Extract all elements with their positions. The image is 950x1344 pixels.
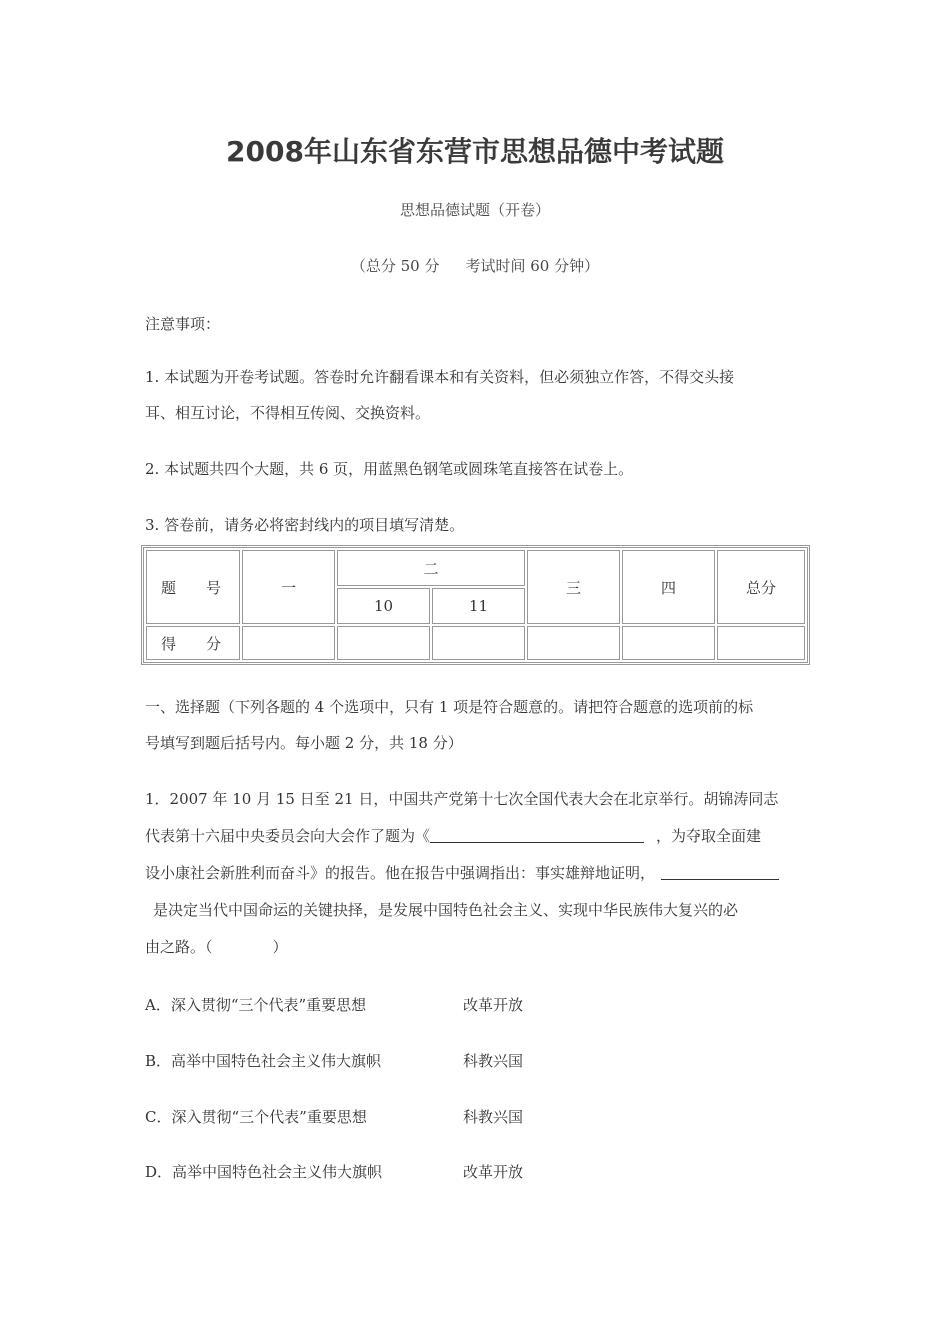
row-label-question-number: 题 号 [146, 550, 240, 624]
option-a-label: A．深入贯彻“三个代表”重要思想 [145, 996, 367, 1014]
score-cell-total[interactable] [717, 626, 805, 660]
option-c [145, 1106, 523, 1127]
page-title: 2008年山东省东营市思想品德中考试题 [226, 135, 724, 168]
q1-line-3-text: 设小康社会新胜利而奋斗》的报告。他在报告中强调指出：事实雄辩地证明， [145, 864, 656, 882]
score-cell-four[interactable] [622, 626, 715, 660]
exam-time: 考试时间 60 分钟） [465, 257, 600, 275]
score-cell-one[interactable] [242, 626, 335, 660]
col-two-sub-11: 11 [432, 588, 525, 624]
q1-line-2-end: ，为夺取全面建 [656, 827, 762, 845]
notice-item-3: 3. 答卷前，请务必将密封线内的项目填写清楚。 [145, 516, 465, 534]
score-cell-10[interactable] [337, 626, 430, 660]
option-b-answer: 科教兴国 [463, 1052, 524, 1070]
q1-line-5: 由之路。（ ） [145, 938, 288, 956]
score-cell-three[interactable] [527, 626, 620, 660]
col-four: 四 [622, 550, 715, 624]
option-d [145, 1161, 523, 1182]
q1-line-4: 是决定当代中国命运的关键抉择，是发展中国特色社会主义、实现中华民族伟大复兴的必 [153, 901, 739, 919]
q1-line-2-start: 代表第十六届中央委员会向大会作了题为《 [145, 827, 431, 845]
option-a-answer: 改革开放 [463, 996, 524, 1014]
col-three: 三 [527, 550, 620, 624]
notice-item-1-line-1: 1. 本试题为开卷考试题。答卷时允许翻看课本和有关资料，但必须独立作答，不得交头接 [145, 368, 735, 386]
option-b-label: B．高举中国特色社会主义伟大旗帜 [145, 1052, 382, 1070]
total-score: （总分 50 分 [350, 257, 440, 275]
q1-line-2 [145, 818, 817, 854]
option-d-answer: 改革开放 [463, 1163, 524, 1181]
option-c-answer: 科教兴国 [463, 1108, 524, 1126]
section-1-line-2: 号填写到题后括号内。每小题 2 分，共 18 分） [145, 734, 463, 752]
notice-item-2: 2. 本试题共四个大题，共 6 页，用蓝黑色钢笔或圆珠笔直接答在试卷上。 [145, 460, 634, 478]
col-two-sub-10: 10 [337, 588, 430, 624]
option-c-label: C．深入贯彻“三个代表”重要思想 [145, 1108, 367, 1126]
section-1-line-1: 一、选择题（下列各题的 4 个选项中，只有 1 项是符合题意的。请把符合题意的选项前的标 [145, 698, 754, 716]
answer-blank-2[interactable] [661, 861, 779, 880]
row-label-score: 得 分 [146, 626, 240, 660]
option-b [145, 1050, 523, 1071]
score-cell-11[interactable] [432, 626, 525, 660]
col-one: 一 [242, 550, 335, 624]
subtitle: 思想品德试题（开卷） [399, 201, 550, 219]
option-d-label: D．高举中国特色社会主义伟大旗帜 [145, 1163, 383, 1181]
col-total: 总分 [717, 550, 805, 624]
notice-heading: 注意事项： [145, 315, 221, 333]
option-a [145, 994, 523, 1015]
q1-line-1: 1．2007 年 10 月 15 日至 21 日，中国共产党第十七次全国代表大会在北京举行。胡锦涛同志 [145, 790, 779, 808]
score-info [0, 255, 950, 276]
q1-line-3 [145, 855, 817, 891]
answer-blank-1[interactable] [430, 824, 644, 843]
notice-item-1-line-2: 耳、相互讨论，不得相互传阅、交换资料。 [145, 404, 431, 422]
score-table [141, 545, 810, 665]
col-two: 二 [337, 550, 525, 586]
